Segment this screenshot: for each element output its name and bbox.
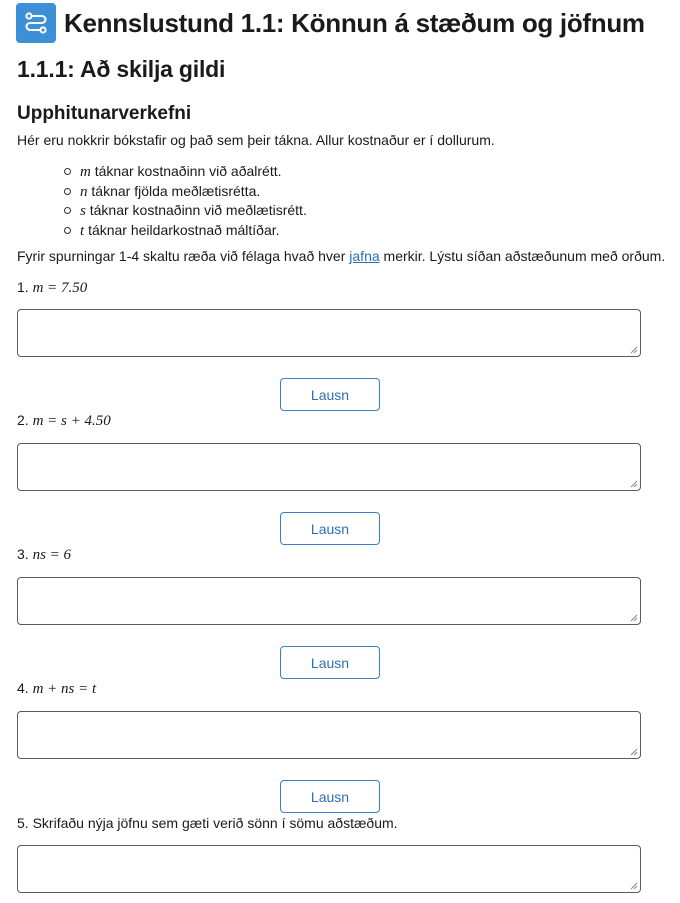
instructions-text-after: merkir. Lýstu síðan aðstæðunum með orðum. — [379, 248, 666, 264]
variable-symbol: s — [80, 203, 86, 219]
solution-button-3[interactable]: Lausn — [280, 646, 380, 679]
solution-button-2[interactable]: Lausn — [280, 512, 380, 545]
question-expression: ns = 6 — [32, 547, 72, 563]
answer-field-5[interactable] — [17, 845, 641, 893]
answer-field-2[interactable] — [17, 443, 641, 491]
warmup-intro: Hér eru nokkrir bókstafir og það sem þeir tákna. Allur kostnaður er í dollurum. — [17, 132, 495, 148]
variable-description: táknar heildarkostnað máltíðar. — [88, 221, 280, 238]
question-number: 4. — [17, 680, 29, 696]
resize-handle-icon[interactable] — [630, 882, 638, 890]
resize-handle-icon[interactable] — [630, 480, 638, 488]
variable-symbol: n — [80, 183, 88, 200]
answer-field-4[interactable] — [17, 711, 641, 759]
variable-symbol: t — [80, 222, 85, 239]
question-5 — [17, 815, 398, 831]
question-3 — [17, 546, 71, 564]
question-expression: m = s + 4.50 — [32, 413, 111, 429]
glossary-link-jafna[interactable]: jafna — [349, 248, 380, 264]
question-text: Skrifaðu nýja jöfnu sem gæti verið sönn í sömu aðstæðum. — [32, 815, 398, 831]
warmup-title: Upphitunarverkefni — [17, 103, 192, 124]
question-number: 1. — [17, 279, 29, 295]
question-expression: m = 7.50 — [32, 280, 88, 296]
question-1 — [17, 279, 87, 297]
question-expression: m + ns = t — [32, 681, 97, 697]
question-number: 5. — [17, 815, 29, 831]
list-item — [64, 201, 307, 221]
route-icon — [16, 3, 56, 43]
variable-symbol: m — [80, 164, 91, 180]
variable-description: táknar kostnaðinn við aðalrétt. — [94, 163, 282, 179]
question-number: 3. — [17, 546, 29, 562]
variable-description: táknar fjölda meðlætisrétta. — [91, 182, 261, 199]
question-2 — [17, 412, 111, 430]
resize-handle-icon[interactable] — [630, 614, 638, 622]
instructions-text-before: Fyrir spurningar 1-4 skaltu ræða við félaga hvað hver — [17, 248, 350, 264]
variable-description: táknar kostnaðinn við meðlætisrétt. — [89, 202, 307, 218]
solution-button-4[interactable]: Lausn — [280, 780, 380, 813]
answer-field-3[interactable] — [17, 577, 641, 625]
list-item — [64, 162, 307, 182]
solution-button-1[interactable]: Lausn — [280, 378, 380, 411]
question-4 — [17, 680, 96, 698]
list-item — [64, 182, 307, 202]
answer-field-1[interactable] — [17, 309, 641, 357]
lesson-header — [16, 2, 645, 44]
resize-handle-icon[interactable] — [630, 346, 638, 354]
section-title: 1.1.1: Að skilja gildi — [17, 56, 226, 82]
variable-list — [64, 162, 307, 240]
question-number: 2. — [17, 412, 29, 428]
lesson-title: Kennslustund 1.1: Könnun á stæðum og jöfnum — [64, 7, 645, 38]
resize-handle-icon[interactable] — [630, 748, 638, 756]
list-item — [64, 221, 307, 241]
instructions — [17, 248, 665, 264]
